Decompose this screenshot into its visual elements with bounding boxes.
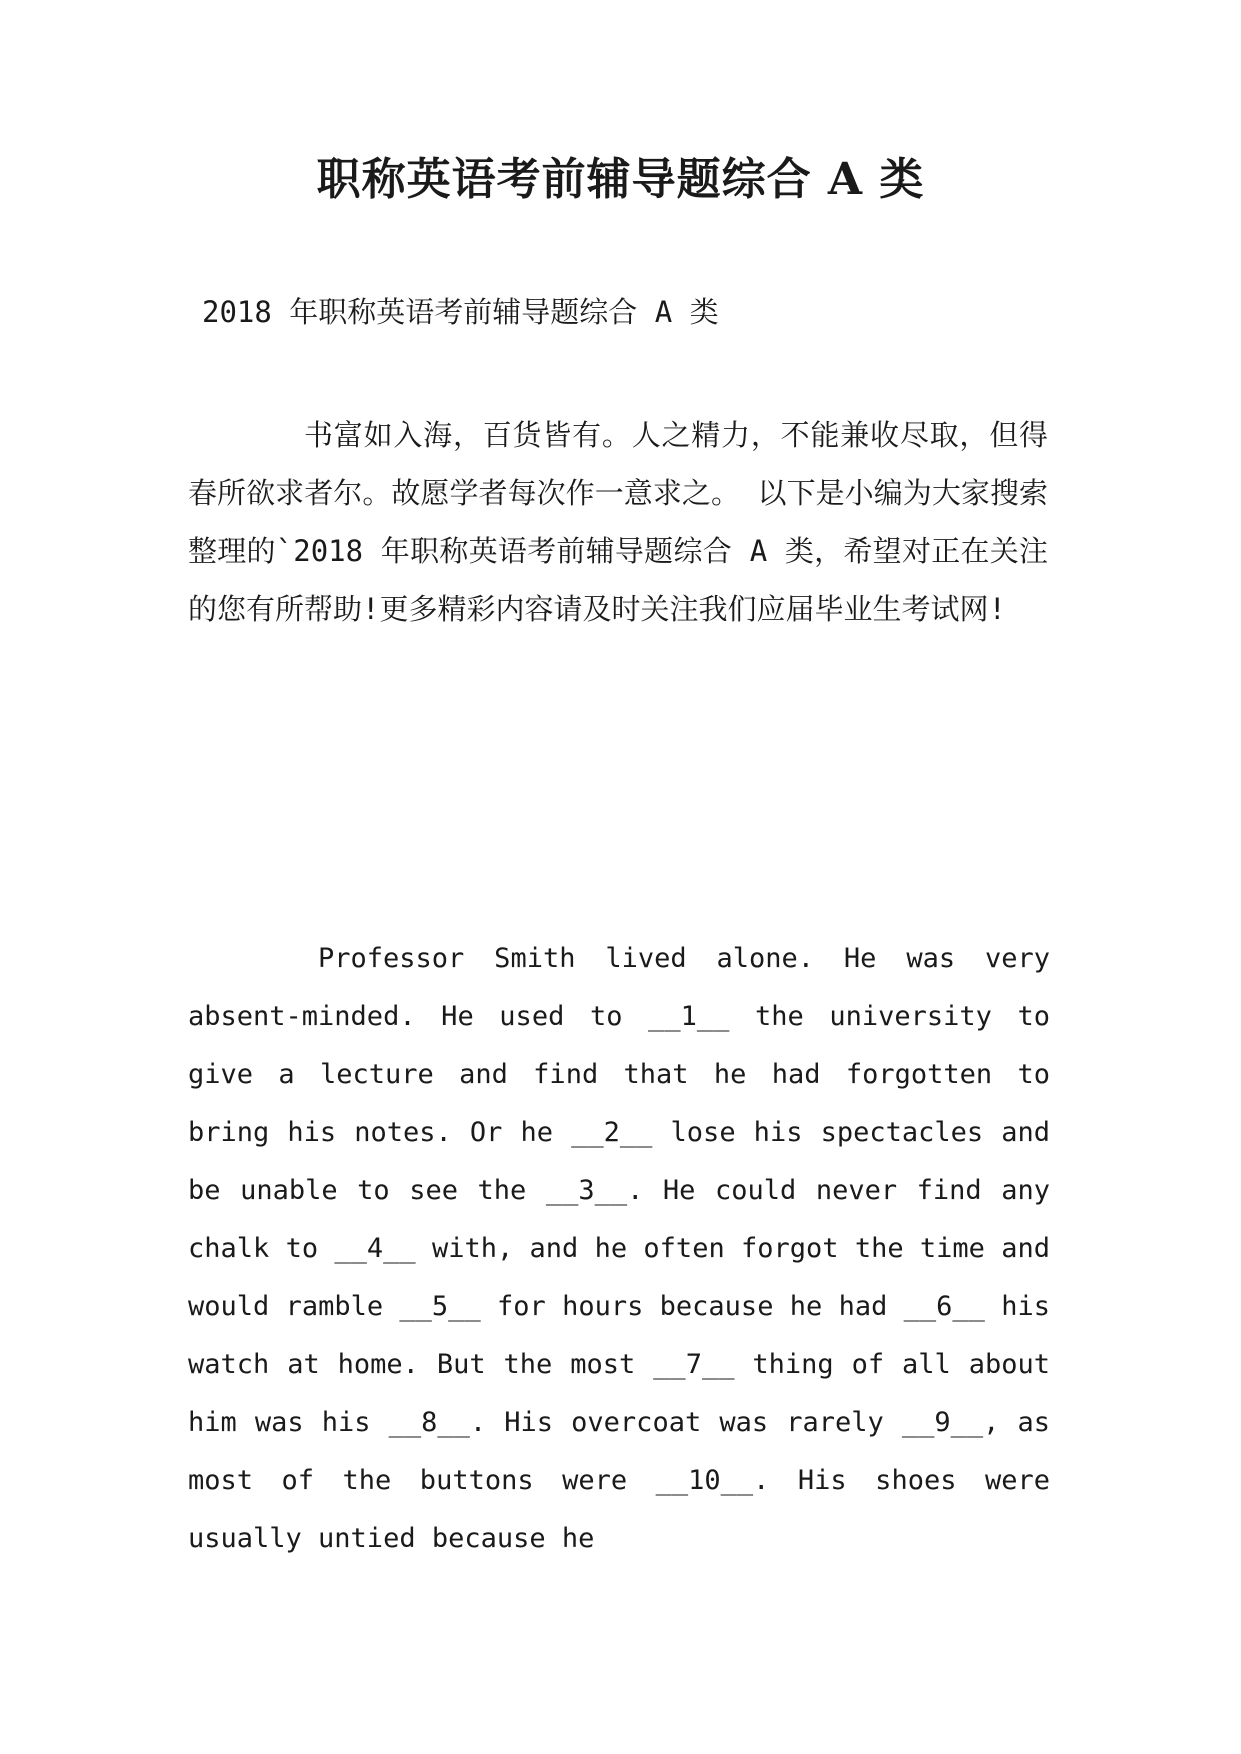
document-subtitle: 2018 年职称英语考前辅导题综合 A 类 [202, 295, 719, 329]
intro-paragraph: 书富如入海，百货皆有。人之精力，不能兼收尽取，但得春所欲求者尔。故愿学者每次作一意求之。 以下是小编为大家搜索整理的`2018 年职称英语考前辅导题综合 A 类，希望对正在关注的您有所帮助!更多精彩内容请及时关注我们应届毕业生考试网! [188, 418, 1048, 626]
document-title: 职称英语考前辅导题综合 A 类 [316, 154, 925, 205]
cloze-passage: Professor Smith lived alone. He was very absent-minded. He used to __1__ the university to give a lecture and find that he had forgotten to bring his notes. Or he __2__ lose his spectacles and be unable to see the __3__. He could never find any chalk to __4__ with, and he often forgot the time and would ramble __5__ for hours because he had __6__ his watch at home. But the most __7__ thing of all about him was his __8__. His overcoat was rarely __9__, as most of the buttons were __10__. His shoes were usually untied because he [188, 943, 1050, 1554]
